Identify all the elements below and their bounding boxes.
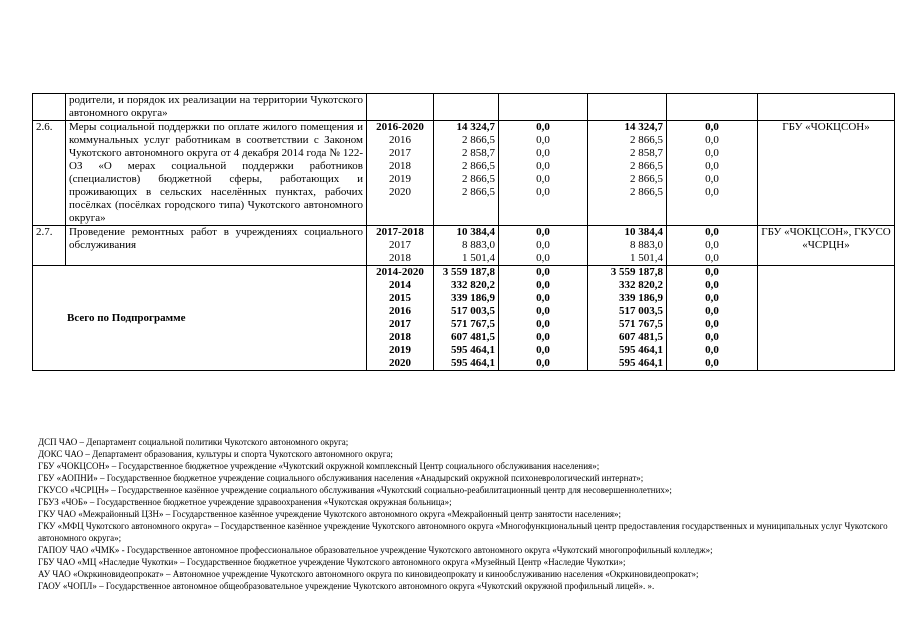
total-funding-cell: 14 324,7 2 866,5 2 858,7 2 866,5 2 866,5 2 866,5 [434,121,499,226]
list-item: ГБУЗ «ЧОБ» – Государственное бюджетное учреждение здравоохранения «Чукотская окружная больница»; [38,497,452,507]
total-funding-cell: 10 384,4 8 883,0 1 501,4 [434,226,499,266]
list-item: ГАОУ «ЧОПЛ» – Государственное автономное общеобразовательное учреждение Чукотского автономного округа «Чукотский окружной профильный лицей». ». [38,581,655,591]
regional-funding-cell: 3 559 187,8 332 820,2 339 186,9 517 003,5 571 767,5 607 481,5 595 464,1 595 464,1 [588,266,667,371]
row-number-cell: 2.7. [33,226,66,266]
list-item: ГБУ ЧАО «МЦ «Наследие Чукотки» – Государственное бюджетное учреждение Чукотского автономного округа «Музейный Центр «Наследие Чукотки»; [38,557,626,567]
other-funding-cell: 0,0 0,0 0,0 [667,226,758,266]
row-number-cell: 2.6. [33,121,66,226]
row-number-cell [33,94,66,121]
year-cell: 2016-2020 2016 2017 2018 2019 2020 [367,121,434,226]
description-cell: Меры социальной поддержки по оплате жилого помещения и коммунальных услуг работникам в соответствии с Законом Чукотского автономного округа от 4 декабря 2014 года № 122-ОЗ «О мерах социальной поддержки работников (специалистов) бюджетной сферы, работающих и проживающих в сельских населённых пунктах, рабочих посёлках (посёлках городского типа) Чукотского автономного округа» [66,121,367,226]
year-cell: 2014-2020 2014 2015 2016 2017 2018 2019 2020 [367,266,434,371]
program-table [32,93,895,371]
list-item: ГКУСО «ЧСРЦН» – Государственное казённое учреждение социального обслуживания «Чукотский социально-реабилитационный центр для несовершеннолетних»; [38,485,672,495]
abbreviations-list [38,436,898,592]
table-row [33,226,895,266]
list-item: ГАПОУ ЧАО «ЧМК» - Государственное автономное профессиональное образовательное учреждение Чукотского автономного округа «Чукотский многопрофильный колледж»; [38,545,713,555]
responsible-cell: ГБУ «ЧОКЦСОН», ГКУСО «ЧСРЦН» [758,226,895,266]
year-cell: 2017-2018 2017 2018 [367,226,434,266]
description-cell: Проведение ремонтных работ в учреждениях социального обслуживания [66,226,367,266]
table-row [33,94,895,121]
list-item: ДОКС ЧАО – Департамент образования, культуры и спорта Чукотского автономного округа; [38,449,393,459]
list-item: ДСП ЧАО – Департамент социальной политики Чукотского автономного округа; [38,437,349,447]
federal-funding-cell: 0,0 0,0 0,0 0,0 0,0 0,0 0,0 0,0 [499,266,588,371]
regional-funding-cell: 10 384,4 8 883,0 1 501,4 [588,226,667,266]
list-item: ГКУ ЧАО «Межрайонный ЦЗН» – Государственное казённое учреждение Чукотского автономного округа «Межрайонный центр занятости населения»; [38,509,622,519]
total-label: Всего по Подпрограмме [33,266,367,371]
list-item: АУ ЧАО «Окркиновидеопрокат» – Автономное учреждение Чукотского автономного округа по киновидеопрокату и кинообслуживанию населения «Окркиновидеопрокат»; [38,569,699,579]
responsible-cell [758,266,895,371]
list-item: ГБУ «АОПНИ» – Государственное бюджетное учреждение социального обслуживания населения «Анадырский окружной психоневрологический интернат»; [38,473,644,483]
total-row [33,266,895,371]
federal-funding-cell: 0,0 0,0 0,0 0,0 0,0 0,0 [499,121,588,226]
total-funding-cell: 3 559 187,8 332 820,2 339 186,9 517 003,5 571 767,5 607 481,5 595 464,1 595 464,1 [434,266,499,371]
other-funding-cell: 0,0 0,0 0,0 0,0 0,0 0,0 [667,121,758,226]
federal-funding-cell: 0,0 0,0 0,0 [499,226,588,266]
regional-funding-cell: 14 324,7 2 866,5 2 858,7 2 866,5 2 866,5 2 866,5 [588,121,667,226]
list-item: ГКУ «МФЦ Чукотского автономного округа» – Государственное казённое учреждение Чукотского автономного округа «Многофункциональный центр предоставления государственных и муниципальных услуг Чукотского автономного округа»; [38,521,888,543]
responsible-cell: ГБУ «ЧОКЦСОН» [758,121,895,226]
other-funding-cell: 0,0 0,0 0,0 0,0 0,0 0,0 0,0 0,0 [667,266,758,371]
table-row [33,121,895,226]
list-item: ГБУ «ЧОКЦСОН» – Государственное бюджетное учреждение «Чукотский окружной комплексный Центр социального обслуживания населения»; [38,461,600,471]
description-cell: родители, и порядок их реализации на территории Чукотского автономного округа» [66,94,367,121]
